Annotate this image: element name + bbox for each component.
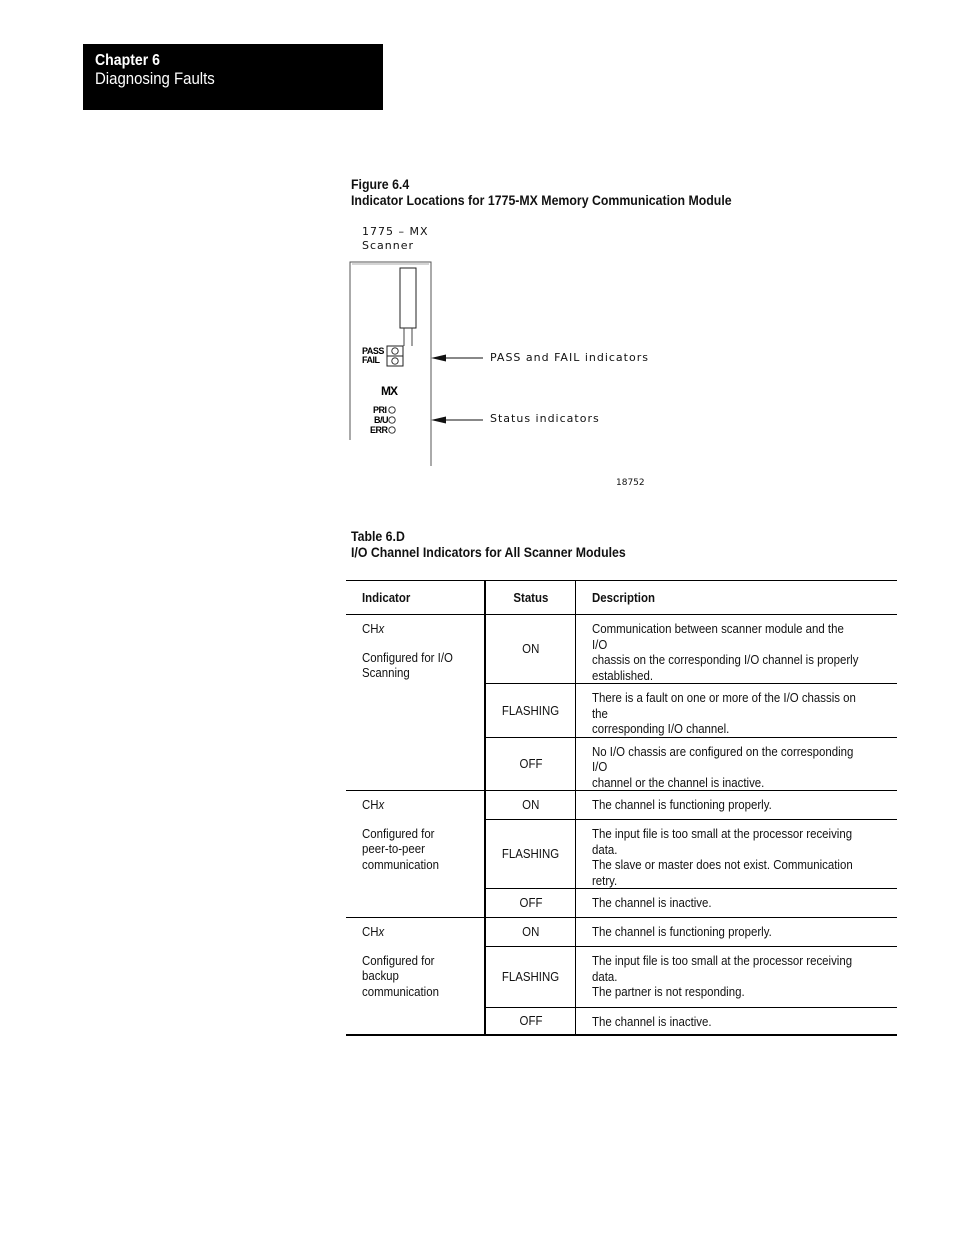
status-callout: Status indicators — [490, 412, 600, 425]
chapter-number: Chapter 6 — [95, 52, 160, 69]
description-cell: The channel is inactive. — [576, 889, 898, 918]
figure-label: Figure 6.4 — [351, 176, 410, 192]
header-indicator: Indicator — [346, 581, 485, 615]
status-cell: FLASHING — [485, 947, 576, 1008]
module-title: 1775 – MX Scanner — [362, 225, 429, 252]
figure-number: 18752 — [616, 478, 645, 488]
figure-title: Indicator Locations for 1775-MX Memory Communication Module — [351, 192, 732, 208]
description-cell: The channel is functioning properly. — [576, 918, 898, 947]
bu-led — [389, 417, 395, 423]
pri-led — [389, 407, 395, 413]
chapter-title: Diagnosing Faults — [95, 69, 215, 88]
status-cell: FLASHING — [485, 684, 576, 738]
indicator-config: Configured for backup communication — [362, 952, 439, 999]
status-cell: OFF — [485, 889, 576, 918]
description-cell: Communication between scanner module and the I/O chassis on the corresponding I/O channel is properly established. — [576, 615, 898, 684]
module-drawing — [340, 220, 660, 480]
table-row — [346, 918, 897, 947]
indicator-cell: CHx Configured for I/O Scanning — [346, 615, 485, 791]
module-figure — [340, 220, 660, 500]
header-status: Status — [485, 581, 576, 615]
status-cell: ON — [485, 918, 576, 947]
table-row — [346, 791, 897, 820]
module-slot — [400, 268, 416, 328]
description-cell: The channel is functioning properly. — [576, 791, 898, 820]
header-description: Description — [576, 581, 898, 615]
description-cell: There is a fault on one or more of the I/O chassis on the corresponding I/O channel. — [576, 684, 898, 738]
status-cell: OFF — [485, 737, 576, 791]
indicator-cell: CHx Configured for backup communication — [346, 918, 485, 1035]
bu-label: B/U — [374, 415, 388, 425]
status-cell: FLASHING — [485, 820, 576, 889]
table-header-row — [346, 581, 897, 615]
fail-led — [392, 358, 398, 364]
chapter-header — [83, 44, 383, 110]
indicator-config: Configured for I/O Scanning — [362, 649, 453, 680]
indicator-table — [346, 580, 897, 1036]
pass-led — [392, 348, 398, 354]
indicator-cell: CHx Configured for peer-to-peer communication — [346, 791, 485, 918]
pass-fail-callout: PASS and FAIL indicators — [490, 351, 649, 364]
status-cell: ON — [485, 615, 576, 684]
indicator-config: Configured for peer-to-peer communication — [362, 825, 439, 872]
description-cell: No I/O chassis are configured on the corresponding I/O channel or the channel is inactive. — [576, 737, 898, 791]
description-cell: The input file is too small at the processor receiving data. The slave or master does not exist. Communication retry. — [576, 820, 898, 889]
status-cell: ON — [485, 791, 576, 820]
fail-label: FAIL — [362, 355, 380, 365]
err-label: ERR — [370, 425, 388, 435]
module-name: MX — [381, 384, 397, 398]
description-cell: The input file is too small at the processor receiving data. The partner is not responding. — [576, 947, 898, 1008]
err-led — [389, 427, 395, 433]
table-label: Table 6.D — [351, 528, 405, 544]
status-cell: OFF — [485, 1008, 576, 1035]
description-cell: The channel is inactive. — [576, 1008, 898, 1035]
pri-label: PRI — [373, 405, 387, 415]
table-row — [346, 615, 897, 684]
pass-label: PASS — [362, 346, 384, 356]
table-title: I/O Channel Indicators for All Scanner Modules — [351, 544, 626, 560]
